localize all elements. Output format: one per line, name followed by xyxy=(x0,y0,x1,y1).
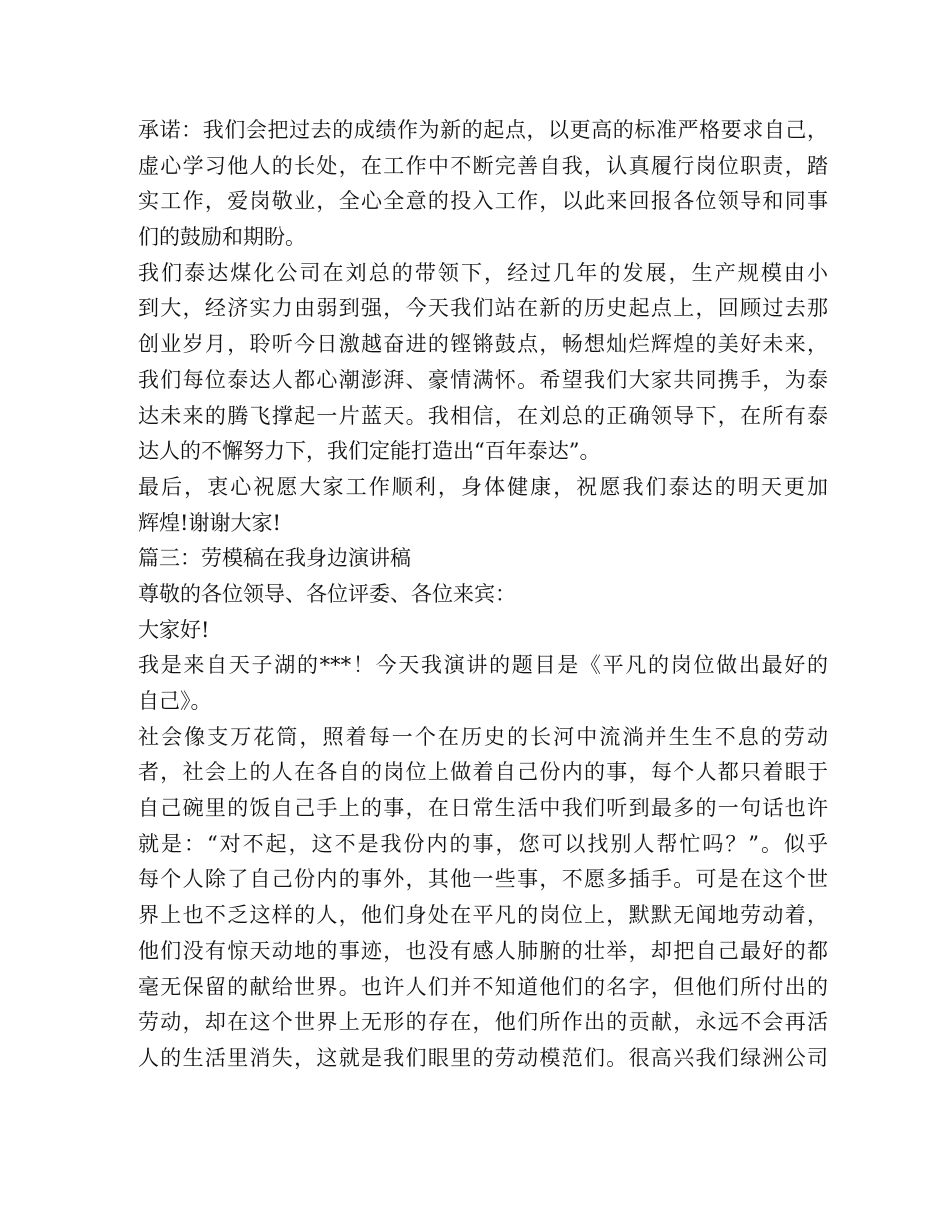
text-line: 我是来自天子湖的***！今天我演讲的题目是《平凡的岗位做出最好的 xyxy=(138,653,828,678)
text-line: 虚心学习他人的长处，在工作中不断完善自我，认真履行岗位职责，踏 xyxy=(138,153,828,178)
text-line: 最后，衷心祝愿大家工作顺利，身体健康，祝愿我们泰达的明天更加 xyxy=(138,474,828,499)
text-line: 们的鼓励和期盼。 xyxy=(138,225,306,250)
text-line: 达人的不懈努力下，我们定能打造出“百年泰达”。 xyxy=(138,439,601,464)
text-line: 他们没有惊天动地的事迹，也没有感人肺腑的壮举，却把自己最好的都 xyxy=(138,938,828,963)
text-line: 界上也不乏这样的人，他们身处在平凡的岗位上，默默无闻地劳动着， xyxy=(138,903,828,928)
section-heading: 篇三：劳模稿在我身边演讲稿 xyxy=(138,546,411,571)
text-line: 尊敬的各位领导、各位评委、各位来宾： xyxy=(138,581,516,606)
text-line: 我们每位泰达人都心潮澎湃、豪情满怀。希望我们大家共同携手，为泰 xyxy=(138,367,828,392)
text-line: 每个人除了自己份内的事外，其他一些事，不愿多插手。可是在这个世 xyxy=(138,867,828,892)
text-line: 者，社会上的人在各自的岗位上做着自己份内的事，每个人都只着眼于 xyxy=(138,760,828,785)
text-line: 就是：“对不起，这不是我份内的事，您可以找别人帮忙吗？”。似乎 xyxy=(138,831,828,856)
text-line: 承诺：我们会把过去的成绩作为新的起点，以更高的标准严格要求自己， xyxy=(138,118,828,142)
text-line: 自己》。 xyxy=(138,689,212,713)
text-line: 劳动，却在这个世界上无形的存在，他们所作出的贡献，永远不会再活 xyxy=(138,1010,828,1035)
text-line: 辉煌!谢谢大家! xyxy=(138,510,281,535)
text-line: 大家好! xyxy=(138,617,210,642)
text-line: 毫无保留的献给世界。也许人们并不知道他们的名字，但他们所付出的 xyxy=(138,974,828,999)
text-line: 达未来的腾飞撑起一片蓝天。我相信，在刘总的正确领导下，在所有泰 xyxy=(138,403,828,428)
text-line: 我们泰达煤化公司在刘总的带领下，经过几年的发展，生产规模由小 xyxy=(138,260,828,285)
text-line: 自己碗里的饭自己手上的事，在日常生活中我们听到最多的一句话也许 xyxy=(138,796,828,821)
document-body-text xyxy=(138,113,828,1077)
text-line: 人的生活里消失，这就是我们眼里的劳动模范们。很高兴我们绿洲公司 xyxy=(138,1045,828,1070)
text-line: 实工作，爱岗敬业，全心全意的投入工作，以此来回报各位领导和同事 xyxy=(138,189,828,214)
text-line: 社会像支万花筒，照着每一个在历史的长河中流淌并生生不息的劳动 xyxy=(138,724,828,749)
text-line: 创业岁月，聆听今日激越奋进的铿锵鼓点，畅想灿烂辉煌的美好未来， xyxy=(138,332,828,357)
text-line: 到大，经济实力由弱到强，今天我们站在新的历史起点上，回顾过去那 xyxy=(138,296,828,321)
